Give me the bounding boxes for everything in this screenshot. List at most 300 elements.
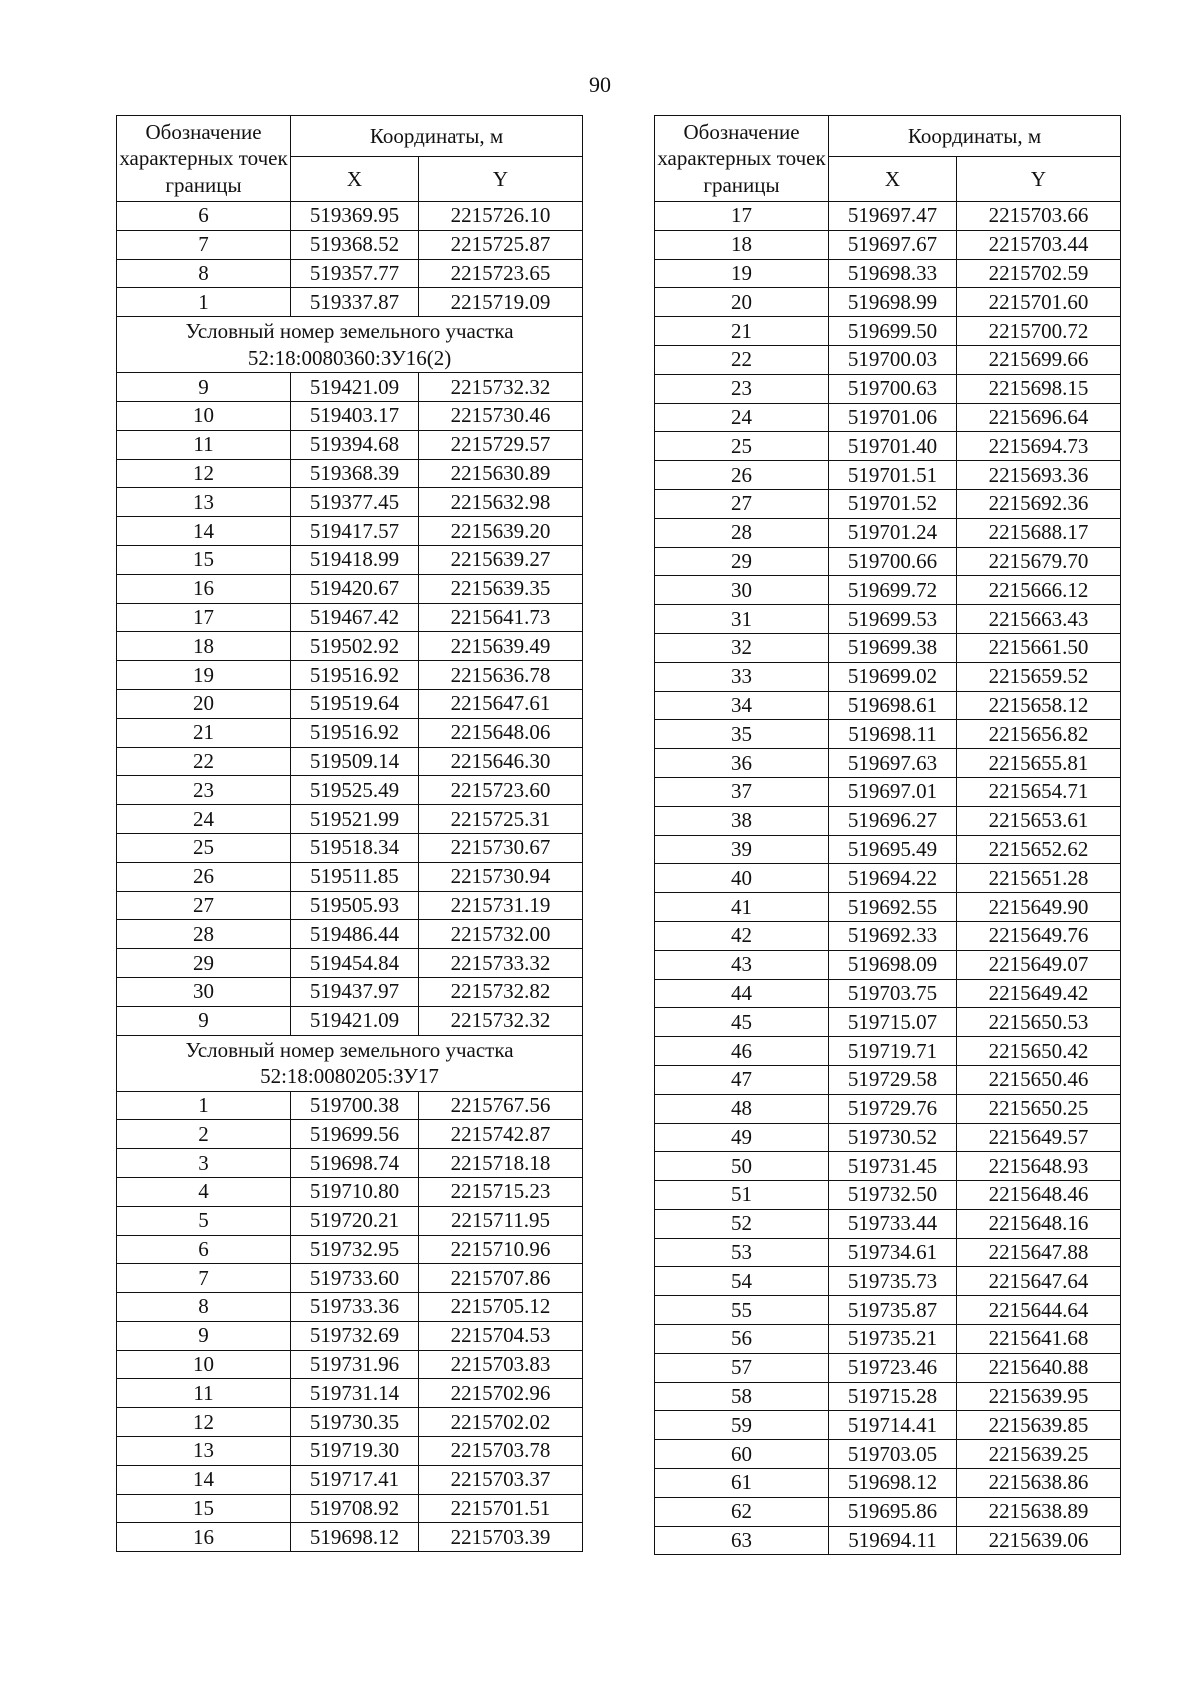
point-number-cell: 53 [655, 1238, 829, 1267]
x-coordinate-cell: 519729.58 [829, 1065, 957, 1094]
point-number-cell: 57 [655, 1353, 829, 1382]
section-header-row [117, 1035, 583, 1091]
table-row [655, 547, 1121, 576]
table-row [655, 777, 1121, 806]
table-row [117, 488, 583, 517]
x-coordinate-cell: 519703.05 [829, 1440, 957, 1469]
point-number-cell: 63 [655, 1526, 829, 1555]
point-number-cell: 6 [117, 202, 291, 231]
point-number-cell: 5 [117, 1206, 291, 1235]
x-coordinate-cell: 519518.34 [291, 833, 419, 862]
table-row [655, 691, 1121, 720]
x-coordinate-cell: 519377.45 [291, 488, 419, 517]
point-number-cell: 11 [117, 430, 291, 459]
point-number-cell: 28 [655, 518, 829, 547]
table-row [117, 373, 583, 402]
y-coordinate-cell: 2215679.70 [957, 547, 1121, 576]
y-coordinate-cell: 2215703.44 [957, 230, 1121, 259]
table-row [655, 1469, 1121, 1498]
table-row [117, 259, 583, 288]
header-point-designation: Обозначение характерных точек границы [655, 116, 829, 202]
y-coordinate-cell: 2215650.25 [957, 1094, 1121, 1123]
table-row [117, 1321, 583, 1350]
x-coordinate-cell: 519699.72 [829, 576, 957, 605]
y-coordinate-cell: 2215641.73 [419, 603, 583, 632]
x-coordinate-cell: 519486.44 [291, 920, 419, 949]
y-coordinate-cell: 2215647.64 [957, 1267, 1121, 1296]
x-coordinate-cell: 519692.33 [829, 921, 957, 950]
x-coordinate-cell: 519695.86 [829, 1497, 957, 1526]
y-coordinate-cell: 2215638.86 [957, 1469, 1121, 1498]
point-number-cell: 30 [117, 977, 291, 1006]
x-coordinate-cell: 519715.28 [829, 1382, 957, 1411]
y-coordinate-cell: 2215703.83 [419, 1350, 583, 1379]
y-coordinate-cell: 2215650.53 [957, 1008, 1121, 1037]
y-coordinate-cell: 2215699.66 [957, 345, 1121, 374]
table-row [117, 977, 583, 1006]
table-row [117, 776, 583, 805]
point-number-cell: 48 [655, 1094, 829, 1123]
y-coordinate-cell: 2215641.68 [957, 1325, 1121, 1354]
x-coordinate-cell: 519698.12 [291, 1523, 419, 1552]
land-plot-number: Условный номер земельного участка 52:18:0080360:ЗУ16(2) [117, 317, 583, 373]
point-number-cell: 14 [117, 517, 291, 546]
point-number-cell: 37 [655, 777, 829, 806]
table-row [117, 603, 583, 632]
x-coordinate-cell: 519730.52 [829, 1123, 957, 1152]
x-coordinate-cell: 519699.56 [291, 1120, 419, 1149]
table-row [655, 317, 1121, 346]
x-coordinate-cell: 519732.50 [829, 1181, 957, 1210]
point-number-cell: 7 [117, 230, 291, 259]
table-row [117, 517, 583, 546]
x-coordinate-cell: 519403.17 [291, 401, 419, 430]
table-row [655, 893, 1121, 922]
y-coordinate-cell: 2215647.88 [957, 1238, 1121, 1267]
point-number-cell: 18 [117, 632, 291, 661]
table-row [655, 1325, 1121, 1354]
x-coordinate-cell: 519698.09 [829, 950, 957, 979]
y-coordinate-cell: 2215730.67 [419, 833, 583, 862]
y-coordinate-cell: 2215703.66 [957, 202, 1121, 231]
x-coordinate-cell: 519698.99 [829, 288, 957, 317]
y-coordinate-cell: 2215701.60 [957, 288, 1121, 317]
point-number-cell: 7 [117, 1264, 291, 1293]
table-row [655, 1497, 1121, 1526]
point-number-cell: 34 [655, 691, 829, 720]
table-row [655, 835, 1121, 864]
x-coordinate-cell: 519505.93 [291, 891, 419, 920]
y-coordinate-cell: 2215653.61 [957, 806, 1121, 835]
point-number-cell: 16 [117, 574, 291, 603]
page-number: 90 [589, 72, 611, 97]
y-coordinate-cell: 2215730.46 [419, 401, 583, 430]
x-coordinate-cell: 519698.33 [829, 259, 957, 288]
table-row [655, 1526, 1121, 1555]
point-number-cell: 10 [117, 1350, 291, 1379]
x-coordinate-cell: 519723.46 [829, 1353, 957, 1382]
point-number-cell: 17 [117, 603, 291, 632]
x-coordinate-cell: 519733.60 [291, 1264, 419, 1293]
table-row [655, 864, 1121, 893]
x-coordinate-cell: 519421.09 [291, 373, 419, 402]
y-coordinate-cell: 2215639.35 [419, 574, 583, 603]
point-number-cell: 17 [655, 202, 829, 231]
x-coordinate-cell: 519467.42 [291, 603, 419, 632]
y-coordinate-cell: 2215659.52 [957, 662, 1121, 691]
x-coordinate-cell: 519509.14 [291, 747, 419, 776]
point-number-cell: 12 [117, 1408, 291, 1437]
y-coordinate-cell: 2215656.82 [957, 720, 1121, 749]
y-coordinate-cell: 2215700.72 [957, 317, 1121, 346]
x-coordinate-cell: 519732.95 [291, 1235, 419, 1264]
x-coordinate-cell: 519701.40 [829, 432, 957, 461]
point-number-cell: 12 [117, 459, 291, 488]
table-row [655, 230, 1121, 259]
y-coordinate-cell: 2215639.85 [957, 1411, 1121, 1440]
x-coordinate-cell: 519698.11 [829, 720, 957, 749]
point-number-cell: 36 [655, 749, 829, 778]
table-row [117, 1177, 583, 1206]
table-row [655, 288, 1121, 317]
point-number-cell: 16 [117, 1523, 291, 1552]
y-coordinate-cell: 2215648.16 [957, 1209, 1121, 1238]
y-coordinate-cell: 2215703.78 [419, 1437, 583, 1466]
x-coordinate-cell: 519692.55 [829, 893, 957, 922]
x-coordinate-cell: 519418.99 [291, 545, 419, 574]
point-number-cell: 15 [117, 545, 291, 574]
table-row [117, 1006, 583, 1035]
y-coordinate-cell: 2215710.96 [419, 1235, 583, 1264]
table-row [117, 1091, 583, 1120]
y-coordinate-cell: 2215723.65 [419, 259, 583, 288]
point-number-cell: 26 [655, 461, 829, 490]
point-number-cell: 21 [117, 718, 291, 747]
table-row [655, 1296, 1121, 1325]
y-coordinate-cell: 2215719.09 [419, 288, 583, 317]
coordinates-table-right [654, 115, 1121, 1555]
y-coordinate-cell: 2215704.53 [419, 1321, 583, 1350]
point-number-cell: 8 [117, 1293, 291, 1322]
header-x: X [291, 157, 419, 202]
point-number-cell: 14 [117, 1465, 291, 1494]
header-point-designation: Обозначение характерных точек границы [117, 116, 291, 202]
point-number-cell: 1 [117, 288, 291, 317]
point-number-cell: 1 [117, 1091, 291, 1120]
x-coordinate-cell: 519697.63 [829, 749, 957, 778]
y-coordinate-cell: 2215639.20 [419, 517, 583, 546]
x-coordinate-cell: 519703.75 [829, 979, 957, 1008]
point-number-cell: 26 [117, 862, 291, 891]
y-coordinate-cell: 2215636.78 [419, 661, 583, 690]
table-row [655, 576, 1121, 605]
table-row [117, 401, 583, 430]
x-coordinate-cell: 519421.09 [291, 1006, 419, 1035]
table-row [117, 689, 583, 718]
table-row [117, 920, 583, 949]
y-coordinate-cell: 2215711.95 [419, 1206, 583, 1235]
y-coordinate-cell: 2215702.02 [419, 1408, 583, 1437]
y-coordinate-cell: 2215666.12 [957, 576, 1121, 605]
x-coordinate-cell: 519700.03 [829, 345, 957, 374]
y-coordinate-cell: 2215696.64 [957, 403, 1121, 432]
table-row [655, 432, 1121, 461]
y-coordinate-cell: 2215650.42 [957, 1037, 1121, 1066]
y-coordinate-cell: 2215639.95 [957, 1382, 1121, 1411]
table-row [117, 288, 583, 317]
table-row [655, 374, 1121, 403]
table-row [655, 1008, 1121, 1037]
table-row [655, 1267, 1121, 1296]
y-coordinate-cell: 2215632.98 [419, 488, 583, 517]
x-coordinate-cell: 519454.84 [291, 949, 419, 978]
y-coordinate-cell: 2215639.27 [419, 545, 583, 574]
table-row [117, 1350, 583, 1379]
table-row [655, 605, 1121, 634]
point-number-cell: 40 [655, 864, 829, 893]
land-plot-number: Условный номер земельного участка 52:18:0080205:ЗУ17 [117, 1035, 583, 1091]
x-coordinate-cell: 519417.57 [291, 517, 419, 546]
table-row [117, 545, 583, 574]
table-row [655, 1123, 1121, 1152]
point-number-cell: 22 [117, 747, 291, 776]
x-coordinate-cell: 519719.30 [291, 1437, 419, 1466]
y-coordinate-cell: 2215730.94 [419, 862, 583, 891]
x-coordinate-cell: 519698.61 [829, 691, 957, 720]
table-row [117, 1465, 583, 1494]
x-coordinate-cell: 519699.38 [829, 633, 957, 662]
point-number-cell: 38 [655, 806, 829, 835]
x-coordinate-cell: 519697.67 [829, 230, 957, 259]
point-number-cell: 49 [655, 1123, 829, 1152]
x-coordinate-cell: 519708.92 [291, 1494, 419, 1523]
point-number-cell: 29 [655, 547, 829, 576]
x-coordinate-cell: 519511.85 [291, 862, 419, 891]
x-coordinate-cell: 519733.36 [291, 1293, 419, 1322]
x-coordinate-cell: 519710.80 [291, 1177, 419, 1206]
y-coordinate-cell: 2215648.06 [419, 718, 583, 747]
y-coordinate-cell: 2215630.89 [419, 459, 583, 488]
point-number-cell: 20 [117, 689, 291, 718]
y-coordinate-cell: 2215715.23 [419, 1177, 583, 1206]
y-coordinate-cell: 2215649.07 [957, 950, 1121, 979]
table-row [655, 633, 1121, 662]
table-row [117, 1206, 583, 1235]
point-number-cell: 19 [117, 661, 291, 690]
point-number-cell: 24 [117, 805, 291, 834]
y-coordinate-cell: 2215702.96 [419, 1379, 583, 1408]
y-coordinate-cell: 2215654.71 [957, 777, 1121, 806]
y-coordinate-cell: 2215698.15 [957, 374, 1121, 403]
y-coordinate-cell: 2215703.39 [419, 1523, 583, 1552]
y-coordinate-cell: 2215732.00 [419, 920, 583, 949]
point-number-cell: 52 [655, 1209, 829, 1238]
point-number-cell: 58 [655, 1382, 829, 1411]
point-number-cell: 62 [655, 1497, 829, 1526]
table-row [117, 862, 583, 891]
table-row [117, 661, 583, 690]
table-row [117, 230, 583, 259]
x-coordinate-cell: 519715.07 [829, 1008, 957, 1037]
y-coordinate-cell: 2215649.90 [957, 893, 1121, 922]
x-coordinate-cell: 519733.44 [829, 1209, 957, 1238]
point-number-cell: 43 [655, 950, 829, 979]
x-coordinate-cell: 519516.92 [291, 718, 419, 747]
point-number-cell: 13 [117, 488, 291, 517]
x-coordinate-cell: 519694.22 [829, 864, 957, 893]
point-number-cell: 50 [655, 1152, 829, 1181]
point-number-cell: 27 [655, 489, 829, 518]
x-coordinate-cell: 519521.99 [291, 805, 419, 834]
x-coordinate-cell: 519502.92 [291, 632, 419, 661]
table-row [117, 1408, 583, 1437]
table-row [117, 1494, 583, 1523]
y-coordinate-cell: 2215663.43 [957, 605, 1121, 634]
table-row [655, 662, 1121, 691]
table-row [117, 1235, 583, 1264]
y-coordinate-cell: 2215649.57 [957, 1123, 1121, 1152]
x-coordinate-cell: 519730.35 [291, 1408, 419, 1437]
point-number-cell: 54 [655, 1267, 829, 1296]
table-row [117, 1379, 583, 1408]
point-number-cell: 9 [117, 373, 291, 402]
header-coordinates: Координаты, м [291, 116, 583, 157]
y-coordinate-cell: 2215652.62 [957, 835, 1121, 864]
x-coordinate-cell: 519699.53 [829, 605, 957, 634]
table-row [655, 950, 1121, 979]
table-row [117, 805, 583, 834]
y-coordinate-cell: 2215767.56 [419, 1091, 583, 1120]
header-coordinates: Координаты, м [829, 116, 1121, 157]
point-number-cell: 8 [117, 259, 291, 288]
point-number-cell: 60 [655, 1440, 829, 1469]
y-coordinate-cell: 2215726.10 [419, 202, 583, 231]
point-number-cell: 25 [655, 432, 829, 461]
table-row [655, 489, 1121, 518]
x-coordinate-cell: 519357.77 [291, 259, 419, 288]
table-row [655, 461, 1121, 490]
x-coordinate-cell: 519698.74 [291, 1149, 419, 1178]
x-coordinate-cell: 519694.11 [829, 1526, 957, 1555]
y-coordinate-cell: 2215729.57 [419, 430, 583, 459]
y-coordinate-cell: 2215692.36 [957, 489, 1121, 518]
table-row [655, 403, 1121, 432]
point-number-cell: 31 [655, 605, 829, 634]
x-coordinate-cell: 519698.12 [829, 1469, 957, 1498]
x-coordinate-cell: 519697.47 [829, 202, 957, 231]
table-row [117, 1120, 583, 1149]
point-number-cell: 19 [655, 259, 829, 288]
point-number-cell: 18 [655, 230, 829, 259]
point-number-cell: 11 [117, 1379, 291, 1408]
y-coordinate-cell: 2215718.18 [419, 1149, 583, 1178]
point-number-cell: 47 [655, 1065, 829, 1094]
x-coordinate-cell: 519729.76 [829, 1094, 957, 1123]
x-coordinate-cell: 519394.68 [291, 430, 419, 459]
y-coordinate-cell: 2215639.25 [957, 1440, 1121, 1469]
x-coordinate-cell: 519701.06 [829, 403, 957, 432]
point-number-cell: 13 [117, 1437, 291, 1466]
table-row [655, 1440, 1121, 1469]
table-row [655, 1209, 1121, 1238]
x-coordinate-cell: 519368.52 [291, 230, 419, 259]
y-coordinate-cell: 2215644.64 [957, 1296, 1121, 1325]
table-row [117, 1264, 583, 1293]
y-coordinate-cell: 2215732.32 [419, 373, 583, 402]
table-row [117, 202, 583, 231]
point-number-cell: 25 [117, 833, 291, 862]
header-x: X [829, 157, 957, 202]
point-number-cell: 15 [117, 1494, 291, 1523]
y-coordinate-cell: 2215648.46 [957, 1181, 1121, 1210]
x-coordinate-cell: 519700.66 [829, 547, 957, 576]
point-number-cell: 6 [117, 1235, 291, 1264]
point-number-cell: 24 [655, 403, 829, 432]
x-coordinate-cell: 519516.92 [291, 661, 419, 690]
point-number-cell: 23 [117, 776, 291, 805]
table-row [117, 459, 583, 488]
y-coordinate-cell: 2215648.93 [957, 1152, 1121, 1181]
y-coordinate-cell: 2215639.49 [419, 632, 583, 661]
point-number-cell: 9 [117, 1006, 291, 1035]
y-coordinate-cell: 2215701.51 [419, 1494, 583, 1523]
point-number-cell: 61 [655, 1469, 829, 1498]
table-row [117, 833, 583, 862]
x-coordinate-cell: 519519.64 [291, 689, 419, 718]
table-row [117, 747, 583, 776]
x-coordinate-cell: 519731.45 [829, 1152, 957, 1181]
point-number-cell: 44 [655, 979, 829, 1008]
y-coordinate-cell: 2215693.36 [957, 461, 1121, 490]
x-coordinate-cell: 519700.38 [291, 1091, 419, 1120]
table-row [117, 718, 583, 747]
x-coordinate-cell: 519731.14 [291, 1379, 419, 1408]
section-header-row [117, 317, 583, 373]
point-number-cell: 27 [117, 891, 291, 920]
table-row [655, 921, 1121, 950]
table-row [655, 1238, 1121, 1267]
x-coordinate-cell: 519699.02 [829, 662, 957, 691]
y-coordinate-cell: 2215725.87 [419, 230, 583, 259]
table-row [117, 949, 583, 978]
y-coordinate-cell: 2215639.06 [957, 1526, 1121, 1555]
y-coordinate-cell: 2215651.28 [957, 864, 1121, 893]
table-row [655, 1037, 1121, 1066]
y-coordinate-cell: 2215703.37 [419, 1465, 583, 1494]
y-coordinate-cell: 2215649.76 [957, 921, 1121, 950]
x-coordinate-cell: 519735.87 [829, 1296, 957, 1325]
y-coordinate-cell: 2215707.86 [419, 1264, 583, 1293]
coordinates-table-left [116, 115, 583, 1552]
y-coordinate-cell: 2215732.82 [419, 977, 583, 1006]
x-coordinate-cell: 519525.49 [291, 776, 419, 805]
point-number-cell: 20 [655, 288, 829, 317]
point-number-cell: 28 [117, 920, 291, 949]
y-coordinate-cell: 2215650.46 [957, 1065, 1121, 1094]
point-number-cell: 21 [655, 317, 829, 346]
header-y: Y [419, 157, 583, 202]
table-row [655, 518, 1121, 547]
point-number-cell: 45 [655, 1008, 829, 1037]
x-coordinate-cell: 519732.69 [291, 1321, 419, 1350]
y-coordinate-cell: 2215649.42 [957, 979, 1121, 1008]
point-number-cell: 56 [655, 1325, 829, 1354]
table-row [655, 1411, 1121, 1440]
x-coordinate-cell: 519420.67 [291, 574, 419, 603]
table-row [117, 1293, 583, 1322]
y-coordinate-cell: 2215661.50 [957, 633, 1121, 662]
table-row [655, 720, 1121, 749]
